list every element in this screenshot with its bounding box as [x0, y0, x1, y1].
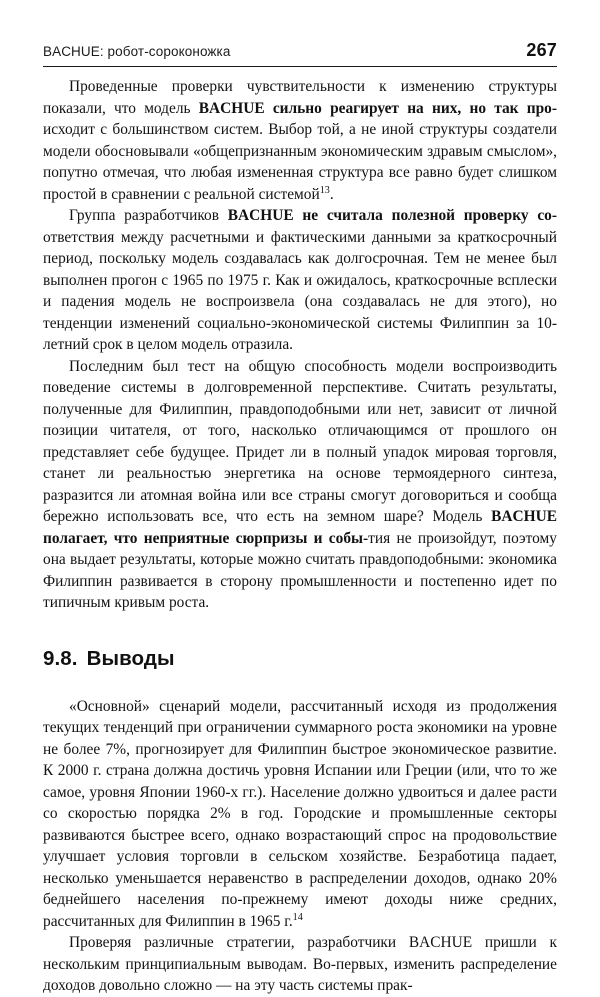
paragraph-text-run: ответствия между расчетными и фактическими данными за краткосрочный период, поскольку модель создавалась как долгосрочная. Тем не менее был выполнен прогон с 1965 по 1975 г. Как и ожидалось, краткосрочные всплески и падения модель не воспроизвела (она создавалась не для этого), но тенденции изменений социально-экономической системы Филиппин за 10-летний срок в целом модель отразила. — [43, 228, 557, 353]
section-number: 9.8. — [43, 646, 78, 670]
paragraph-sensitivity-tests — [43, 76, 557, 205]
paragraph-text-run: Проверяя различные стратегии, разработчики BACHUE пришли к нескольким принципиальным выводам. Во-первых, изменить распределение доходов довольно сложно — на эту часть системы прак- — [43, 934, 557, 994]
footnote-reference: 14 — [292, 911, 303, 923]
running-header-title: BACHUE: робот-сороконожка — [43, 44, 231, 59]
paragraph-bold-run: BACHUE полагает, что неприятные сюрпризы и собы- — [43, 508, 557, 547]
section-title: Выводы — [86, 646, 175, 670]
paragraph-short-term-validation — [43, 205, 557, 356]
page-number: 267 — [526, 40, 557, 60]
running-header — [43, 40, 557, 67]
paragraph-long-term-behaviour — [43, 356, 557, 614]
paragraph-strategy-conclusions — [43, 932, 557, 997]
footnote-reference: 13 — [319, 184, 330, 196]
paragraph-text-run: «Основной» сценарий модели, рассчитанный исходя из продолжения текущих тенденций при ограничении суммарного роста экономики на уровне не более 7%, прогнозирует для Филиппин быстрое экономическое развитие. К 2000 г. страна должна достичь уровня Испании или Греции (или, что то же самое, уровня Японии 1960-х гг.). Население должно удвоиться и далее расти со скоростью порядка 2% в год. Городские и промышленные секторы развиваются быстрее всего, однако возрастающий спрос на продовольствие улучшает условия торговли в сельском хозяйстве. Безработица падает, несколько уменьшается неравенство в распределении доходов, однако 20% беднейшего населения по-прежнему имеют доходы ниже средних, рассчитанных для Филиппин в 1965 г. — [43, 697, 557, 930]
paragraph-text-run: Проведенные проверки чувствительности к изменению структуры показали, что модель — [43, 78, 557, 117]
paragraph-text-run: Группа разработчиков — [69, 207, 228, 224]
text-column — [43, 76, 557, 997]
paragraph-text-run: Последним был тест на общую способность модели воспроизводить поведение системы в долговременной перспективе. Считать результаты, полученные для Филиппин, правдоподобными или нет, зависит от личной позиции читателя, от того, насколько отличающимся от прошлого он представляет себе будущее. Придет ли в полный упадок мировая торговля, станет ли реальностью энергетика на основе термоядерного синтеза, разразится ли атомная война или все страны смогут договориться и сообща бережно использовать все, что есть на земном шаре? Модель — [43, 357, 557, 525]
section-heading — [43, 614, 557, 696]
paragraph-text-run: тия не произойдут, поэтому она выдает результаты, которые можно считать правдоподобными: экономика Филиппин развивается в сторону промышленности и постепенно идет по типичным кривым роста. — [43, 529, 557, 611]
paragraph-bold-run: BACHUE не считала полезной проверку со- — [227, 207, 557, 224]
paragraph-text-run: исходит с большинством систем. Выбор той, а не иной структуры создатели модели обосновывали «общепризнанным экономическим здравым смыслом», попутно отмечая, что любая измененная структура все равно будет слишком простой в сравнении с реальной системой — [43, 121, 557, 203]
paragraph-text-run: . — [329, 185, 334, 203]
paragraph-baseline-scenario — [43, 696, 557, 933]
paragraph-bold-run: BACHUE сильно реагирует на них, но так про- — [198, 99, 557, 117]
